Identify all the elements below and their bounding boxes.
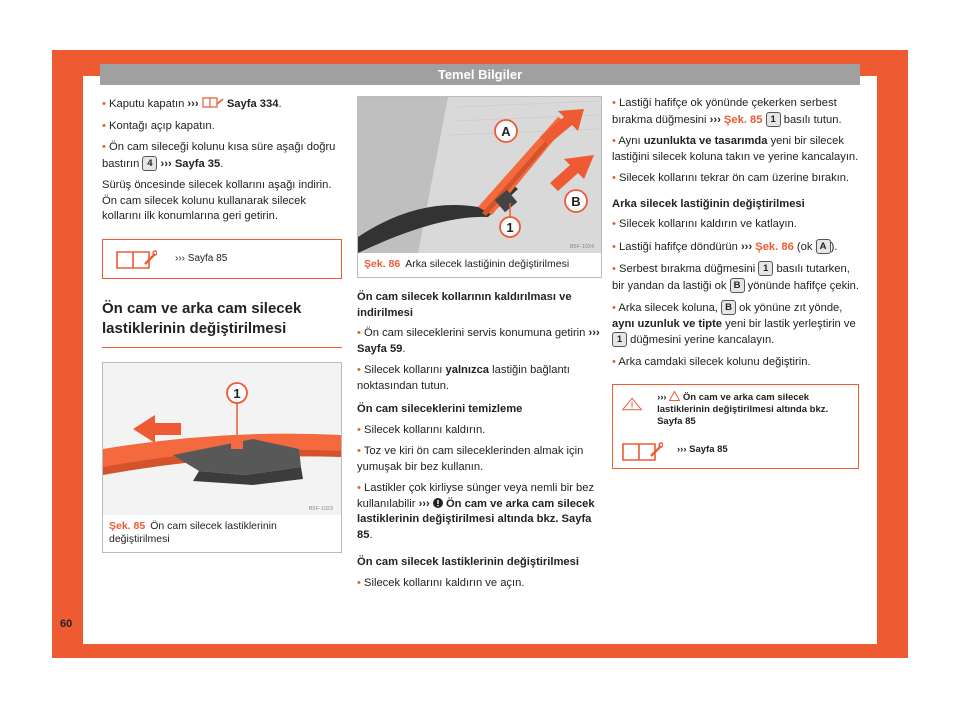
bullet-lift-arms: • Silecek kollarını kaldırın. [357, 423, 486, 436]
note-row: ››› Sayfa 85 [621, 440, 850, 462]
bullet-ignition: • Kontağı açıp kapatın. [102, 119, 215, 132]
warning-box [612, 384, 859, 469]
link-page-334[interactable]: Sayfa 334 [226, 98, 279, 110]
callout-badge: 4 [142, 156, 157, 171]
subheading-replace-front: Ön cam silecek lastiklerinin değiştirilmesi [357, 556, 579, 568]
figure-86-image [358, 97, 601, 253]
callout-badge: B [730, 278, 745, 293]
book-wrench-icon [115, 248, 157, 270]
subheading-cleaning: Ön cam sileceklerini temizleme [357, 403, 523, 415]
link-page-35[interactable]: Sayfa 35 [174, 157, 221, 170]
bullet-hold-only: • Silecek kollarını yalnızca lastiğin bağlantı noktasından tutun. [357, 364, 570, 392]
figure-86-callout-b: B [571, 194, 581, 209]
callout-badge: B [721, 300, 736, 315]
link-warning-section[interactable]: Ön cam ve arka cam silecek lastiklerinin değiştirilmesi altında bkz. Sayfa 85 [657, 392, 829, 427]
bullet-sponge: • Lastikler çok kirliyse sünger veya nemli bir bez kullanılabilir ››› Ön cam ve arka cam silecek lastiklerinin değiştirilmesi altında bkz. Sayfa 85. [357, 482, 595, 541]
bullet-insert-new-blade: • Arka silecek koluna, B ok yönüne zıt yönde, aynı uzunluk ve tipte yeni bir lastik yerleştirin ve 1 düğmesini yerine kancalayın. [612, 302, 856, 346]
callout-badge: A [816, 239, 831, 254]
page-number: 60 [60, 618, 73, 630]
link-page-85[interactable]: Sayfa 85 [689, 444, 728, 455]
subheading-raise-lower: Ön cam silecek kollarının kaldırılması ve indirilmesi [357, 291, 572, 319]
column-1 [102, 96, 342, 553]
bullet-fold-arms: • Silecek kollarını kaldırın ve katlayın. [612, 218, 797, 230]
link-wiper-blades-section[interactable]: Ön cam ve arka cam silecek lastiklerinin değiştirilmesi altında bkz. Sayfa 85 [357, 497, 595, 541]
figure-86-code: B5F-1024 [569, 244, 594, 250]
figure-86-callout-1: 1 [506, 220, 514, 235]
figure-86 [357, 96, 602, 278]
figure-86-callout-a: A [501, 124, 511, 139]
bullet-press-lever: • Ön cam sileceği kolunu kısa süre aşağı doğru bastırın 4 ››› Sayfa 35. [102, 141, 336, 170]
note-box: ››› Sayfa 85 [102, 239, 342, 279]
column-2 [357, 96, 602, 597]
figure-85-code: B5F-1023 [308, 505, 333, 512]
bullet-attach-new-blade: • Aynı uzunlukta ve tasarımda yeni bir silecek lastiğini silecek koluna takın ve yerine kancalayın. [612, 135, 859, 163]
column-3 [612, 96, 859, 469]
callout-badge: 1 [758, 261, 773, 276]
figure-85-callout: 1 [233, 385, 241, 401]
warning-triangle-icon [621, 391, 643, 417]
figure-86-caption: Şek. 86 Arka silecek lastiğinin değiştirilmesi [364, 258, 570, 270]
bullet-pull-blade: • Lastiği hafifçe ok yönünde çekerken serbest bırakma düğmesini ››› Şek. 85 1 basılı tutun. [612, 97, 842, 126]
callout-badge: 1 [766, 112, 781, 127]
subheading-replace-rear: Arka silecek lastiğinin değiştirilmesi [612, 197, 805, 210]
figure-85-caption: Şek. 85 Ön cam silecek lastiklerinin değiştirilmesi [109, 519, 277, 545]
link-page-85[interactable]: Sayfa 85 [187, 252, 228, 264]
section-title-wiper-blades: Ön cam ve arka cam silecek lastiklerinin değiştirilmesi [102, 299, 342, 348]
book-wrench-icon [202, 96, 224, 108]
bullet-release-button: • Serbest bırakma düğmesini 1 basılı tutarken, bir yandan da lastiği ok B yönünde hafifçe çekin. [612, 263, 859, 292]
warning-row: ››› Ön cam ve arka cam silecek lastiklerinin değiştirilmesi altında bkz. Sayfa 85 [621, 391, 850, 428]
bullet-rotate-blade: • Lastiği hafifçe döndürün ››› Şek. 86 (ok A ). [612, 240, 838, 253]
bullet-lower-arms: • Silecek kollarını tekrar ön cam üzerine bırakın. [612, 172, 850, 184]
callout-badge: 1 [612, 332, 627, 347]
link-figure-85[interactable]: Şek. 85 [723, 113, 763, 126]
bullet-close-hood: • Kaputu kapatın ››› Sayfa 334. [102, 98, 282, 110]
bullet-service-position: • Ön cam sileceklerini servis konumuna getirin ››› Sayfa 59. [357, 327, 600, 355]
link-page-59[interactable]: Sayfa 59 [357, 342, 403, 355]
bullet-replace-rear-arm: • Arka camdaki silecek kolunu değiştirin. [612, 355, 811, 368]
warning-triangle-icon [669, 391, 680, 401]
book-wrench-icon [621, 440, 663, 462]
bullet-soft-cloth: • Toz ve kiri ön cam sileceklerinden almak için yumuşak bir bez kullanın. [357, 445, 584, 473]
page-header: Temel Bilgiler [100, 64, 860, 85]
figure-85 [102, 362, 342, 553]
figure-85-image [103, 363, 341, 515]
paragraph-instructions: Sürüş öncesinde silecek kollarını aşağı indirin. Ön cam silecek kolunu kullanarak silecek kollarını ilk konumlarına geri getirin. [102, 179, 332, 222]
bullet-lift-open: • Silecek kollarını kaldırın ve açın. [357, 576, 525, 589]
link-figure-86[interactable]: Şek. 86 [755, 240, 794, 253]
info-icon [433, 498, 443, 508]
